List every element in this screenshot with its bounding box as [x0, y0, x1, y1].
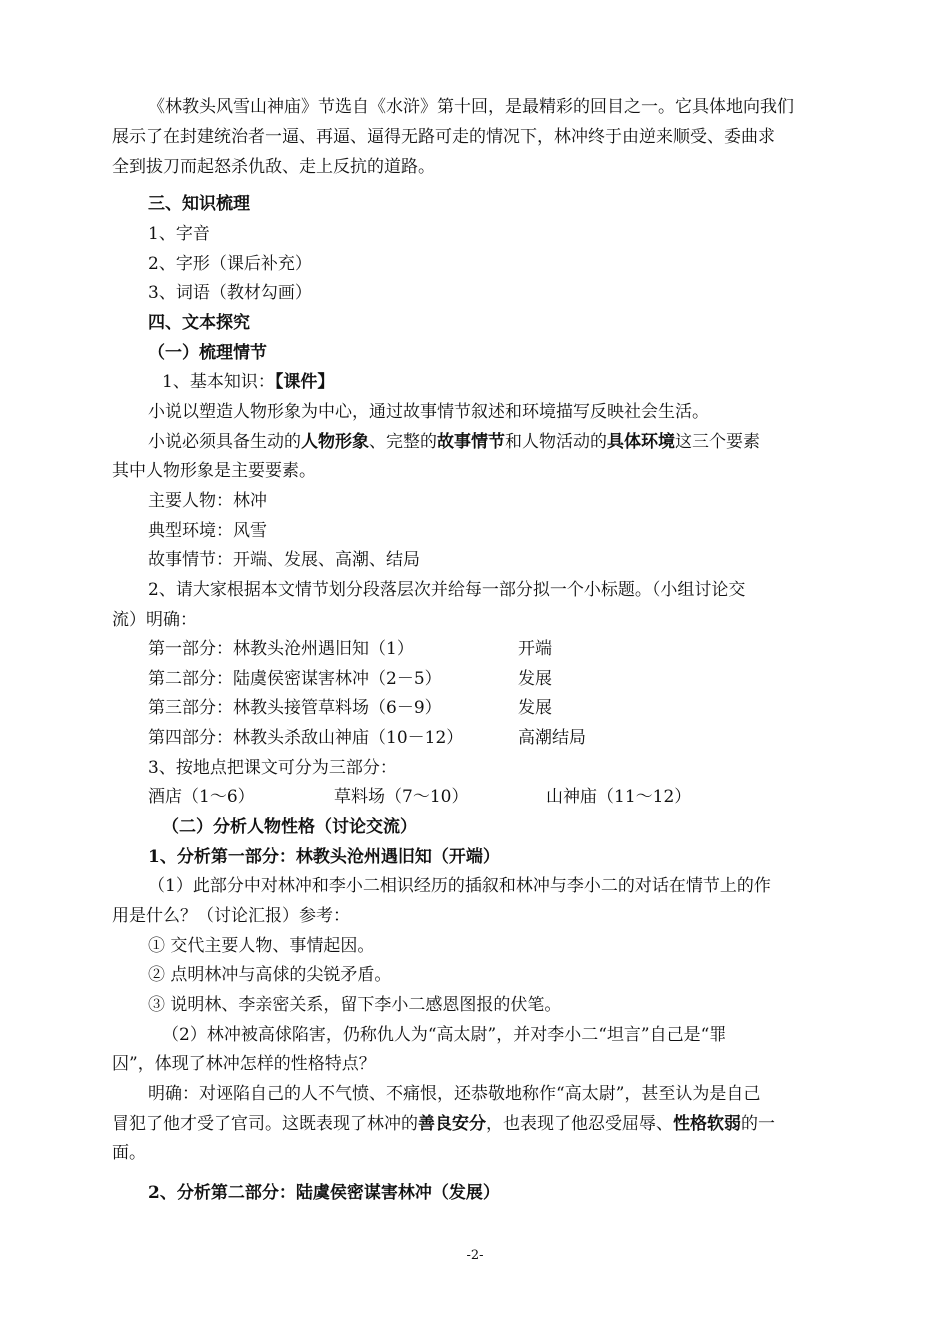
task3: 3、按地点把课文可分为三部分： — [148, 758, 397, 778]
question2-line-2: 囚”，体现了林冲怎样的性格特点？ — [112, 1054, 376, 1074]
locations-row — [112, 786, 878, 808]
page-body — [112, 96, 842, 1216]
part-title: 第四部分：林教头杀敌山神庙（10－12） — [148, 728, 464, 748]
elements-text-2: 、完整的 — [369, 432, 437, 452]
elements-bold-plot: 故事情节 — [437, 432, 505, 452]
question1-line-2: 用是什么？（讨论汇报）参考： — [112, 906, 350, 926]
part-stage: 开端 — [518, 639, 552, 659]
intro-line-1: 《林教头风雪山神庙》节选自《水浒》第十回，是最精彩的回目之一。它具体地向我们 — [148, 97, 794, 117]
sub2-heading: （二）分析人物性格（讨论交流） — [162, 817, 417, 837]
part-row — [112, 668, 878, 690]
clarify-line-2 — [112, 1113, 842, 1135]
section3-heading: 三、知识梳理 — [148, 194, 250, 214]
typical-environment: 典型环境：风雪 — [148, 521, 267, 541]
section3-item-1: 1、字音 — [148, 224, 210, 244]
location-item: 山神庙（11～12） — [546, 787, 692, 807]
novel-elements-line-1 — [112, 431, 878, 453]
clarify-text-2: ，也表现了他忍受屈辱、 — [486, 1114, 673, 1134]
part-stage: 高潮结局 — [518, 728, 586, 748]
part-row — [112, 697, 878, 719]
part-title: 第一部分：林教头沧州遇旧知（1） — [148, 639, 414, 659]
clarify-bold-weak: 性格软弱 — [673, 1114, 741, 1134]
clarify-line-3: 面。 — [112, 1143, 146, 1163]
analysis2-heading: 2、分析第二部分：陆虞侯密谋害林冲（发展） — [148, 1183, 500, 1203]
clarify-text-1: 冒犯了他才受了官司。这既表现了林冲的 — [112, 1114, 418, 1134]
part-title: 第二部分：陆虞侯密谋害林冲（2－5） — [148, 669, 442, 689]
analysis1-heading: 1、分析第一部分：林教头沧州遇旧知（开端） — [148, 847, 500, 867]
elements-text-4: 这三个要素 — [675, 432, 760, 452]
part-title: 第三部分：林教头接管草料场（6－9） — [148, 698, 442, 718]
question2-line-1: （2）林冲被高俅陷害，仍称仇人为“高太尉”，并对李小二“坦言”自己是“罪 — [162, 1025, 727, 1045]
part-stage: 发展 — [518, 669, 552, 689]
plot-stages: 故事情节：开端、发展、高潮、结局 — [148, 550, 420, 570]
elements-bold-character: 人物形象 — [301, 432, 369, 452]
elements-text-3: 和人物活动的 — [505, 432, 607, 452]
sub1-heading: （一）梳理情节 — [148, 343, 267, 363]
clarify-text-3: 的一 — [741, 1114, 775, 1134]
main-character: 主要人物：林冲 — [148, 491, 267, 511]
novel-definition: 小说以塑造人物形象为中心，通过故事情节叙述和环境描写反映社会生活。 — [148, 402, 709, 422]
part-row — [112, 727, 878, 749]
intro-line-3: 全到拔刀而起怒杀仇敌、走上反抗的道路。 — [112, 157, 435, 177]
task2-line-2: 流）明确： — [112, 610, 197, 630]
section3-item-3: 3、词语（教材勾画） — [148, 283, 312, 303]
page-number: -2- — [466, 1248, 484, 1263]
location-item: 草料场（7～10） — [334, 787, 469, 807]
part-stage: 发展 — [518, 698, 552, 718]
courseware-tag: 【课件】 — [274, 372, 335, 392]
location-item: 酒店（1～6） — [148, 787, 255, 807]
task2-line-1: 2、请大家根据本文情节划分段落层次并给每一部分拟一个小标题。（小组讨论交 — [148, 580, 746, 600]
section3-item-2: 2、字形（课后补充） — [148, 254, 312, 274]
section4-heading: 四、文本探究 — [148, 313, 250, 333]
answer-item: ③ 说明林、李亲密关系，留下李小二感恩图报的伏笔。 — [148, 995, 562, 1015]
question1-line-1: （1）此部分中对林冲和李小二相识经历的插叙和林冲与李小二的对话在情节上的作 — [148, 876, 771, 896]
clarify-line-1: 明确：对诬陷自己的人不气愤、不痛恨，还恭敬地称作“高太尉”，甚至认为是自己 — [148, 1084, 761, 1104]
novel-elements-line-2: 其中人物形象是主要要素。 — [112, 461, 316, 481]
basic-knowledge-line — [112, 371, 892, 393]
answer-item: ① 交代主要人物、事情起因。 — [148, 936, 375, 956]
clarify-bold-kind: 善良安分 — [418, 1114, 486, 1134]
part-row — [112, 638, 878, 660]
elements-bold-environment: 具体环境 — [607, 432, 675, 452]
basic-knowledge-label: 1、基本知识： — [162, 372, 275, 392]
intro-line-2: 展示了在封建统治者一逼、再逼、逼得无路可走的情况下，林冲终于由逆来顺受、委曲求 — [112, 127, 775, 147]
answer-item: ② 点明林冲与高俅的尖锐矛盾。 — [148, 965, 392, 985]
elements-text-1: 小说必须具备生动的 — [148, 432, 301, 452]
